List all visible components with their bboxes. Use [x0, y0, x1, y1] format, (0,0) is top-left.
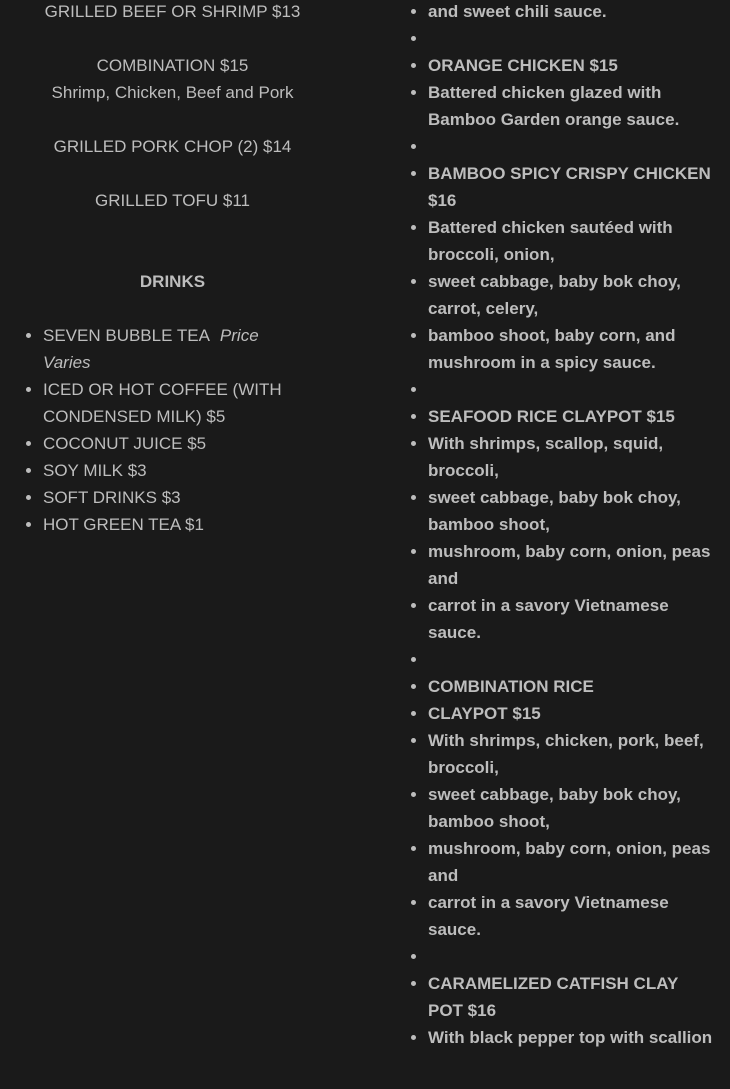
- list-item-empty: [428, 133, 713, 160]
- list-item: • ORANGE CHICKEN $15: [428, 52, 713, 79]
- list-item: • With shrimps, chicken, pork, beef, broccoli,: [428, 727, 713, 781]
- list-item: • HOT GREEN TEA $1: [43, 511, 301, 538]
- left-menu-column: [0, 0, 345, 538]
- menu-entry-combination: [0, 52, 345, 106]
- list-item: • mushroom, baby corn, onion, peas and: [428, 538, 713, 592]
- list-item: • CARAMELIZED CATFISH CLAY POT $16: [428, 970, 713, 1024]
- drinks-heading: DRINKS: [139, 272, 206, 291]
- list-item: • carrot in a savory Vietnamese sauce.: [428, 889, 713, 943]
- list-item: • bamboo shoot, baby corn, and mushroom in a spicy sauce.: [428, 322, 713, 376]
- list-item: • SOFT DRINKS $3: [43, 484, 301, 511]
- list-item: • mushroom, baby corn, onion, peas and: [428, 835, 713, 889]
- menu-list: [428, 0, 713, 1051]
- list-item-empty: [428, 25, 713, 52]
- menu-entry-title: GRILLED PORK CHOP (2) $14: [53, 137, 292, 156]
- list-item: • sweet cabbage, baby bok choy, bamboo shoot,: [428, 484, 713, 538]
- right-menu-column: [428, 0, 713, 1051]
- price-note: Price Varies: [43, 326, 259, 372]
- list-item: • CLAYPOT $15: [428, 700, 713, 727]
- menu-entry-grilled-tofu: [0, 187, 345, 214]
- drinks-list: [0, 322, 345, 538]
- list-item: • SEAFOOD RICE CLAYPOT $15: [428, 403, 713, 430]
- drink-name: SEVEN BUBBLE TEA: [43, 326, 210, 345]
- menu-entry-grilled-beef-shrimp: [0, 0, 345, 25]
- list-item-empty: [428, 646, 713, 673]
- list-item: • BAMBOO SPICY CRISPY CHICKEN $16: [428, 160, 713, 214]
- list-item: • COMBINATION RICE: [428, 673, 713, 700]
- list-item: • ICED OR HOT COFFEE (WITH CONDENSED MILK) $5: [43, 376, 301, 430]
- menu-entry-title: GRILLED TOFU $11: [95, 191, 250, 210]
- menu-entry-grilled-pork-chop: [0, 133, 345, 160]
- list-item: • and sweet chili sauce.: [428, 0, 713, 25]
- list-item-empty: [428, 943, 713, 970]
- list-item-empty: [428, 376, 713, 403]
- list-item: • sweet cabbage, baby bok choy, bamboo shoot,: [428, 781, 713, 835]
- list-item: • SOY MILK $3: [43, 457, 301, 484]
- list-item: • Battered chicken glazed with Bamboo Garden orange sauce.: [428, 79, 713, 133]
- list-item: • With shrimps, scallop, squid, broccoli,: [428, 430, 713, 484]
- list-item: [43, 322, 301, 376]
- menu-entry-title: GRILLED BEEF OR SHRIMP $13: [44, 2, 301, 21]
- list-item: • sweet cabbage, baby bok choy, carrot, celery,: [428, 268, 713, 322]
- list-item: • carrot in a savory Vietnamese sauce.: [428, 592, 713, 646]
- menu-entry-description: Shrimp, Chicken, Beef and Pork: [51, 83, 294, 102]
- menu-entry-title: COMBINATION $15: [96, 56, 249, 75]
- list-item: • Battered chicken sautéed with broccoli, onion,: [428, 214, 713, 268]
- list-item: • With black pepper top with scallion: [428, 1024, 713, 1051]
- list-item: • COCONUT JUICE $5: [43, 430, 301, 457]
